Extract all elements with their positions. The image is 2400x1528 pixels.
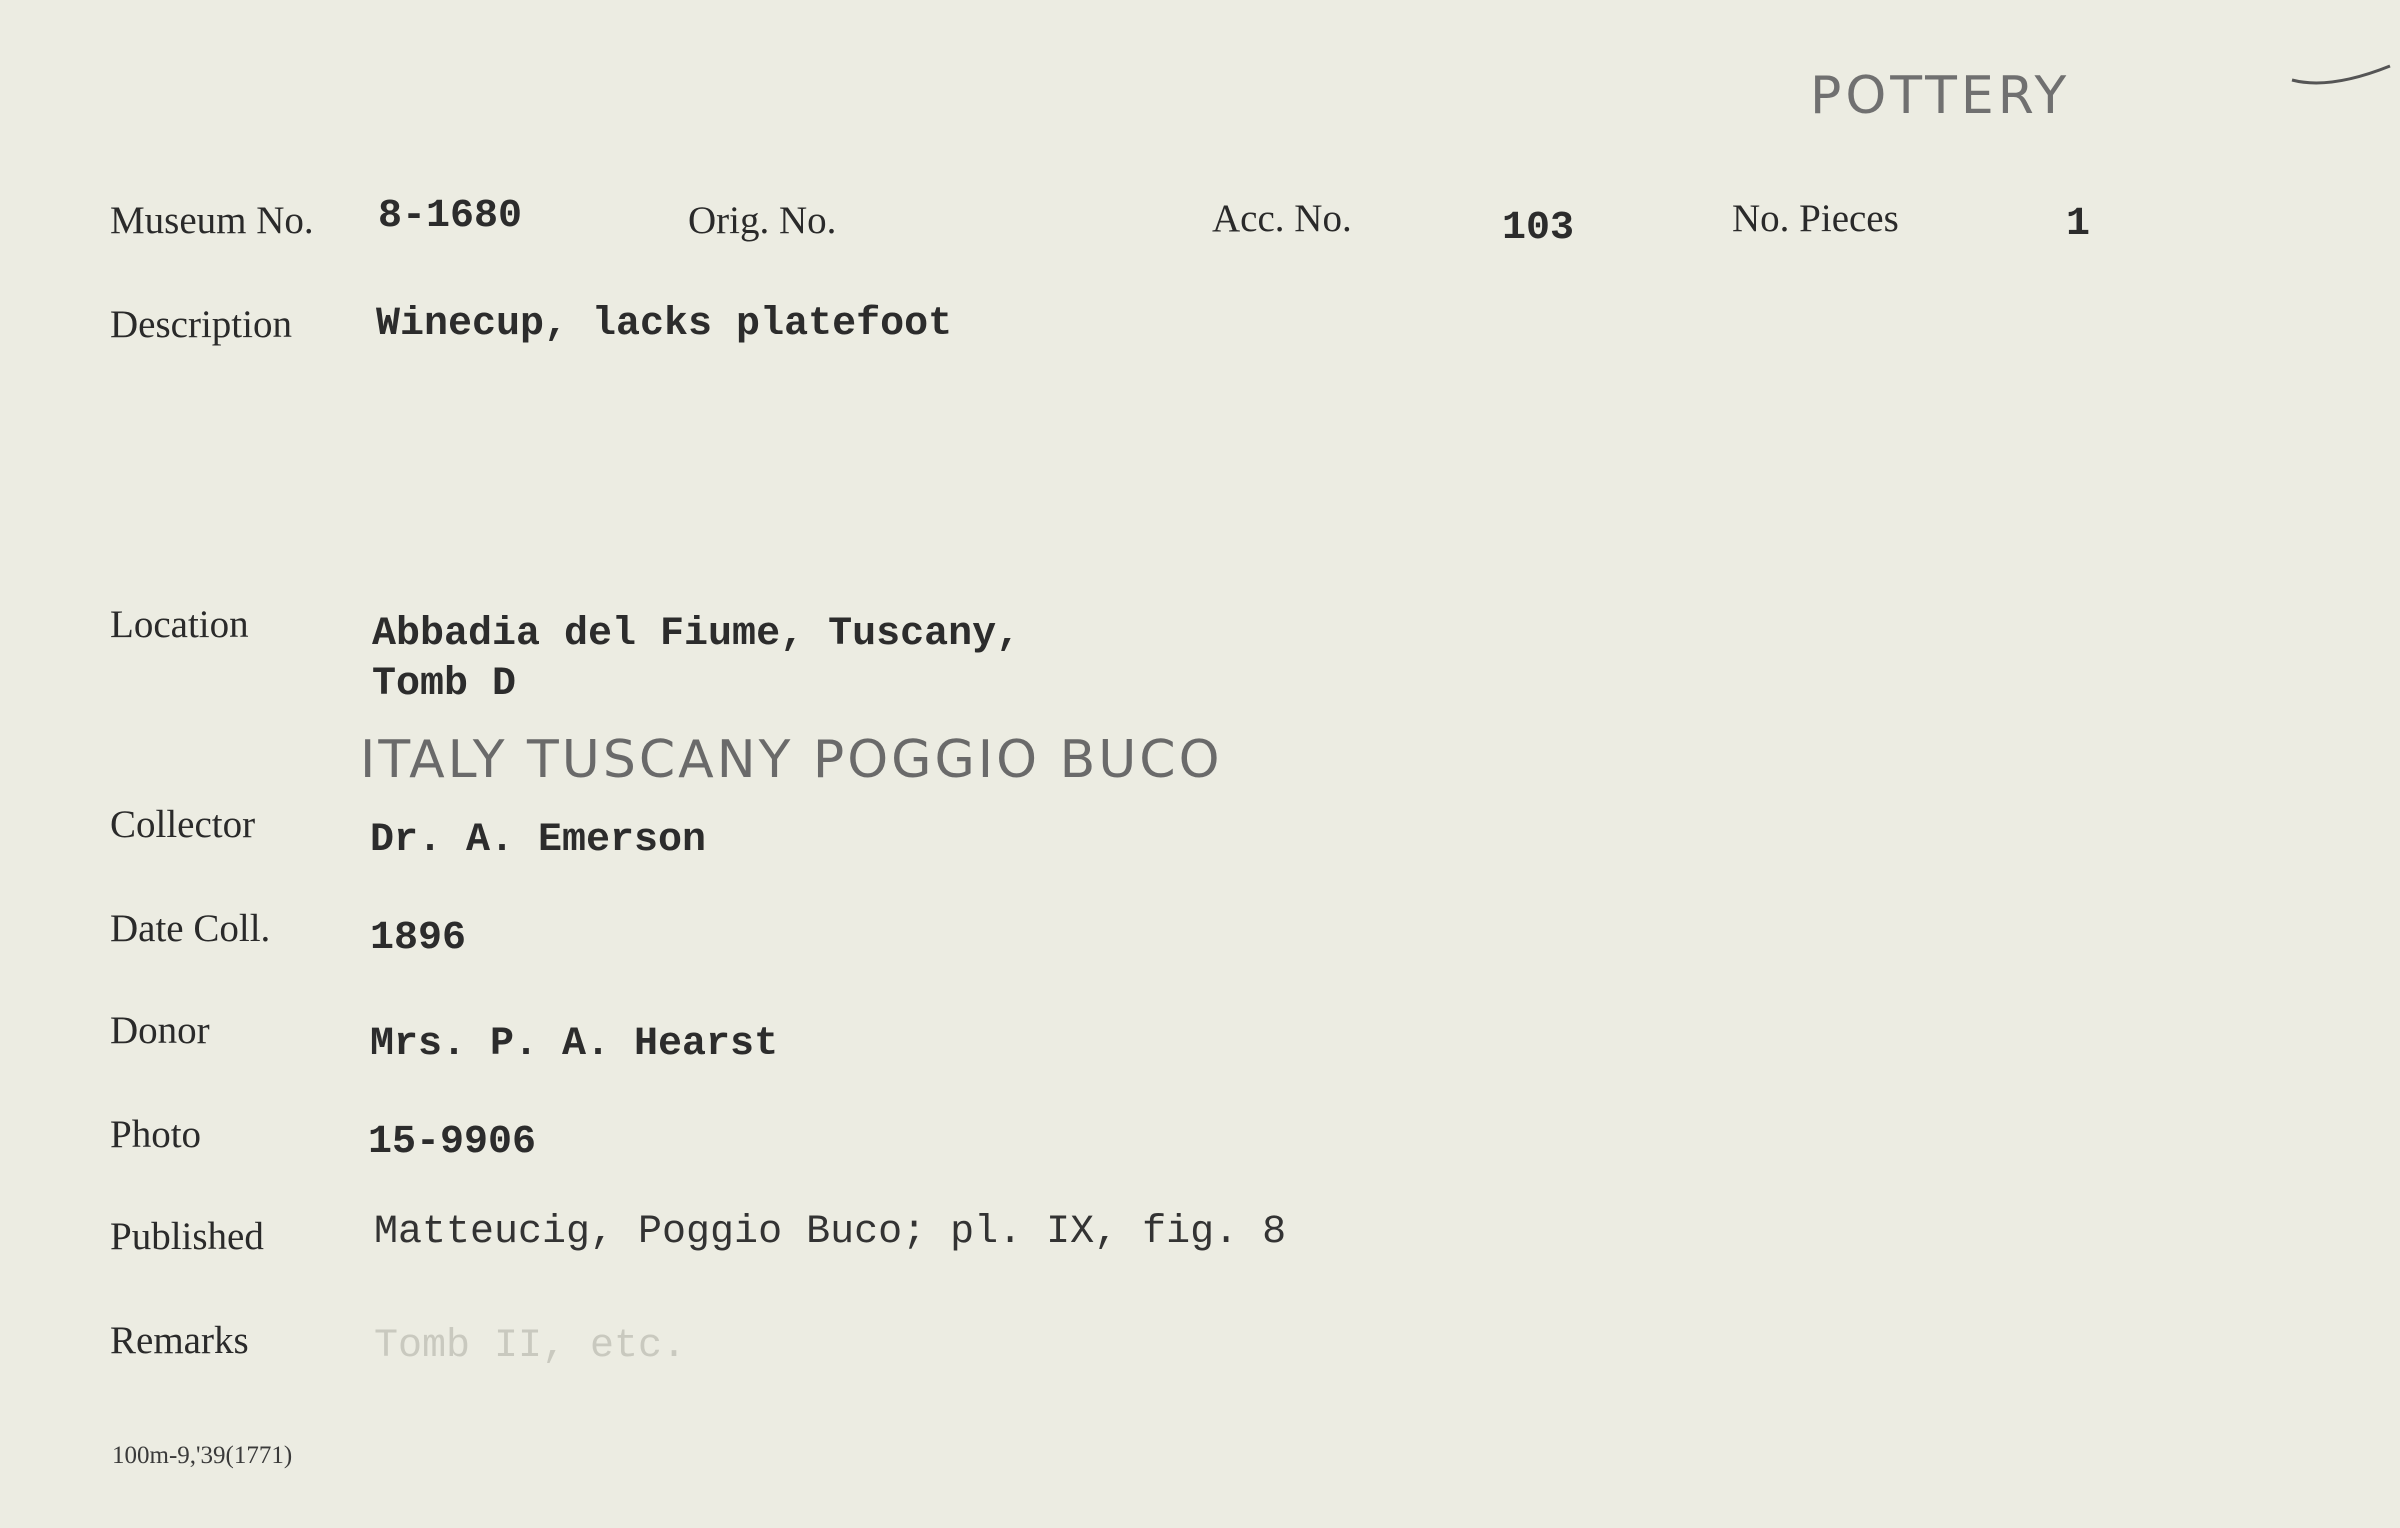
location-value-line2: Tomb D bbox=[372, 662, 517, 707]
remarks-value: Tomb II, etc. bbox=[374, 1324, 687, 1369]
no-pieces-label: No. Pieces bbox=[1732, 197, 1899, 240]
date-coll-value: 1896 bbox=[370, 916, 467, 961]
location-label: Location bbox=[110, 603, 249, 646]
date-coll-label: Date Coll. bbox=[110, 907, 271, 950]
published-label: Published bbox=[110, 1215, 264, 1258]
museum-no-label: Museum No. bbox=[110, 199, 314, 242]
location-value-line1: Abbadia del Fiume, Tuscany, bbox=[372, 612, 1021, 657]
category-stamp: POTTERY bbox=[1810, 66, 2071, 126]
donor-label: Donor bbox=[110, 1009, 210, 1052]
no-pieces-value: 1 bbox=[2066, 202, 2091, 247]
description-label: Description bbox=[110, 303, 292, 346]
collector-value: Dr. A. Emerson bbox=[370, 818, 707, 863]
remarks-label: Remarks bbox=[110, 1319, 249, 1362]
acc-no-value: 103 bbox=[1502, 206, 1575, 251]
location-stamp: ITALY TUSCANY POGGIO BUCO bbox=[360, 730, 1223, 790]
form-code: 100m-9,'39(1771) bbox=[112, 1442, 293, 1469]
collector-label: Collector bbox=[110, 803, 256, 846]
photo-label: Photo bbox=[110, 1113, 202, 1156]
orig-no-label: Orig. No. bbox=[688, 199, 837, 242]
published-value: Matteucig, Poggio Buco; pl. IX, fig. 8 bbox=[374, 1210, 1287, 1255]
photo-value: 15-9906 bbox=[368, 1120, 537, 1165]
donor-value: Mrs. P. A. Hearst bbox=[370, 1022, 779, 1067]
check-mark-icon bbox=[2290, 60, 2400, 100]
description-value: Winecup, lacks platefoot bbox=[376, 302, 953, 347]
acc-no-label: Acc. No. bbox=[1212, 197, 1352, 240]
museum-no-value: 8-1680 bbox=[378, 194, 523, 239]
